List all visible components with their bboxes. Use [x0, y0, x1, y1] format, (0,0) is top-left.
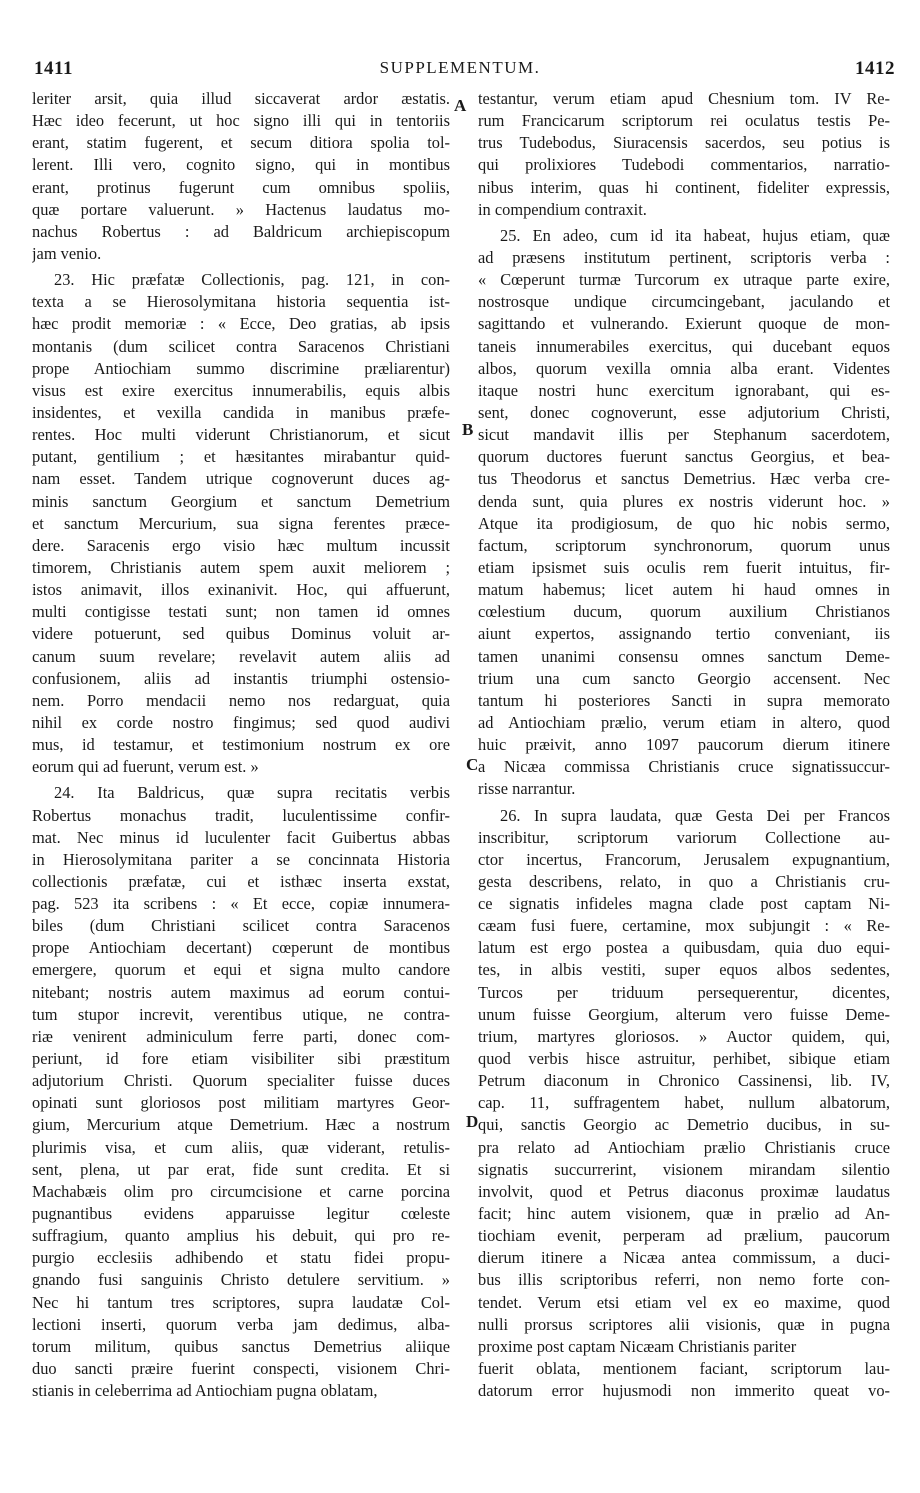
text-line: cap. 11, suffragentem habet, nullum albatorum, — [478, 1093, 890, 1113]
text-line: cæam fusi fuere, certamine, mox subjungit : « Re- — [478, 916, 890, 936]
text-line: signatis succurrerint, visionem mirandam silentio — [478, 1159, 890, 1179]
text-line: erant, statim fugerent, et secum ditiora spolia tol- — [32, 133, 450, 153]
text-line: nihil ex corde nostro fingimus; sed quod audivi — [32, 712, 450, 732]
text-line: quorum ductores fuerunt sanctus Georgius, et bea- — [478, 447, 890, 467]
text-line: nachus Robertus : ad Baldricum archiepiscopum — [32, 221, 450, 241]
text-line: nitebant; nostris autem maximus ad eorum contui- — [32, 982, 450, 1002]
text-line: periunt, id fore etiam visibiliter sibi præstitum — [32, 1049, 450, 1069]
text-line: lerent. Illi vero, cognito signo, qui in montibus — [32, 155, 450, 175]
running-title: SUPPLEMENTUM. — [379, 58, 541, 77]
margin-letter-a: A — [454, 96, 467, 115]
text-line: videre potuerunt, sed quibus Dominus voluit ar- — [32, 624, 450, 644]
text-line: fuerit oblata, mentionem faciant, scriptorum lau- — [478, 1359, 890, 1379]
text-line: canum suum revelare; revelavit autem aliis ad — [32, 646, 450, 666]
text-line: rentes. Hoc multi viderunt Christianorum, et sicut — [32, 425, 450, 445]
text-line: tes, in albis vestiti, super equos albos sedentes, — [478, 960, 890, 980]
text-line: Turcos per triduum persequerentur, dicentes, — [478, 982, 890, 1002]
text-line: istos animavit, illos exinanivit. Hoc, qui affuerunt, — [32, 580, 450, 600]
text-line: texta a se Hierosolymitana historia sequentia ist- — [32, 292, 450, 312]
text-line: etiam ipsismet suis oculis rem fuerit intuitus, fir- — [478, 557, 890, 577]
text-line: inscribitur, scriptorum variorum Collectione au- — [478, 827, 890, 847]
text-line: pag. 523 ita scribens : « Et ecce, copiæ innumera- — [32, 894, 450, 914]
text-line: a Nicæa commissa Christianis cruce signatissuccur- — [478, 757, 890, 777]
text-line: leriter arsit, quia illud siccaverat ardor æstatis. — [32, 89, 450, 108]
text-line: purgio ecclesiis adhibendo et statu fidei propu- — [32, 1248, 450, 1268]
text-line: trium, martyres gloriosos. » Auctor quidem, qui, — [478, 1026, 890, 1046]
right-page-number: 1412 — [855, 58, 895, 79]
text-line: rum Francicarum scriptorum rei oculatus testis Pe- — [478, 111, 890, 131]
text-line: trus Tudebodus, Siuracensis sacerdos, seu potius is — [478, 133, 890, 153]
text-line: denda sunt, quia plures ex nostris viderunt hoc. » — [478, 491, 890, 511]
text-line: taneis innumerabiles exercitus, qui ducebant equos — [478, 336, 890, 356]
text-line: Nec hi tantum tres scriptores, supra laudatæ Col- — [32, 1292, 450, 1312]
text-line: plurimis visa, et cum aliis, quæ viderant, retulis- — [32, 1137, 450, 1157]
text-line: albos, quorum vexilla omnia alba erant. Videntes — [478, 358, 890, 378]
text-line: itaque nostri hunc exercitum ignorabant, qui es- — [478, 380, 890, 400]
left-text-column — [32, 88, 450, 1402]
text-line: quod verbis hisce astruitur, perhibet, sibique etiam — [478, 1049, 890, 1069]
text-line: tamen unanimi consensu omnes sanctum Deme- — [478, 646, 890, 666]
text-line: 26. In supra laudata, quæ Gesta Dei per Francos — [500, 805, 890, 825]
text-line: tendet. Verum etsi etiam vel ex eo maxime, quod — [478, 1292, 890, 1312]
text-line: lectioni inserti, quorum verba jam dedimus, alba- — [32, 1314, 450, 1334]
margin-letter-b: B — [462, 420, 474, 439]
text-line: dierum itinere a Nicæa antea commissum, a duci- — [478, 1248, 890, 1268]
text-line: cœlestium ducum, quorum auxilium Christianos — [478, 602, 890, 622]
text-line: tiochiam evenit, perperam ad prælium, paucorum — [478, 1226, 890, 1246]
text-line: timorem, Christianis autem spem auxit meliorem ; — [32, 557, 450, 577]
text-line: Petrum diaconum in Chronico Cassinensi, lib. IV, — [478, 1071, 890, 1091]
text-line: gium, Mercurium atque Demetrium. Hæc a nostrum — [32, 1115, 450, 1135]
text-line: 23. Hic præfatæ Collectionis, pag. 121, in con- — [54, 270, 450, 290]
text-line: Atque ita prodigiosum, de quo hic nobis sermo, — [478, 513, 890, 533]
text-line: eorum qui ad fuerunt, verum est. » — [32, 757, 259, 777]
text-line: tum stupor increvit, verentibus utique, ne contra- — [32, 1004, 450, 1024]
text-line: in compendium contraxit. — [478, 199, 647, 219]
text-line: sicut mandavit illis per Stephanum sacerdotem, — [478, 425, 890, 445]
text-line: Robertus monachus tradit, luculentissime confir- — [32, 805, 450, 825]
text-line: sagittando et vulnerando. Exierunt quoque de mon- — [478, 314, 890, 334]
text-line: sent, plena, ut par erat, fide sunt credita. Et si — [32, 1159, 450, 1179]
text-line: ad Antiochiam prælio, verum etiam in altero, quod — [478, 712, 890, 732]
text-line: nostrosque undique circumcingebant, jaculando et — [478, 292, 890, 312]
text-line: latum est ergo postea a quibusdam, quia duo equi- — [478, 938, 890, 958]
text-line: unum fuisse Georgium, alterum vero fuisse Deme- — [478, 1004, 890, 1024]
text-line: involvit, quod et Petrus diaconus proximæ laudatus — [478, 1181, 890, 1201]
right-text-column — [478, 88, 890, 1402]
text-line: gesta describens, relato, in quo a Christianis cru- — [478, 871, 890, 891]
text-line: ctor incertus, Francorum, Jerusalem expugnantium, — [478, 849, 890, 869]
text-line: Machabæis olim pro circumcisione et carne porcina — [32, 1181, 450, 1201]
text-line: tus Theodorus et sanctus Demetrius. Hæc verba cre- — [478, 469, 890, 489]
text-line: tantum hi posteriores Sancti in supra memorato — [478, 690, 890, 710]
text-line: putant, gentilium ; et hæsitantes mirabantur quid- — [32, 447, 450, 467]
text-line: stianis in celeberrima ad Antiochiam pugna oblatam, — [32, 1381, 378, 1401]
margin-letter-d: D — [466, 1112, 479, 1131]
text-line: sent, donec cognoverunt, esse adjutorium Christi, — [478, 402, 890, 422]
text-line: insidentes, et vexilla candida in manibus præfe- — [32, 402, 450, 422]
text-line: torum militum, quibus sanctus Demetrius aliique — [32, 1336, 450, 1356]
text-line: mus, id testamur, et testimonium nostrum ex ore — [32, 735, 450, 755]
text-line: datorum error hujusmodi non immerito queat vo- — [478, 1381, 890, 1401]
text-line: gnando fusi sanguinis Christo detulere servitium. » — [32, 1270, 450, 1290]
text-line: dere. Saracenis ergo visio hæc multum incussit — [32, 535, 450, 555]
text-line: prope Antiochiam decertant) cœperunt de montibus — [32, 938, 450, 958]
text-line: minis sanctum Georgium et sanctum Demetrium — [32, 491, 450, 511]
text-line: collectionis præfatæ, cui et isthæc inserta exstat, — [32, 871, 450, 891]
text-line: hæc prodit memoriæ : « Ecce, Deo gratias, ab ipsis — [32, 314, 450, 334]
text-line: riæ venirent adminiculum ferre parti, donec com- — [32, 1026, 450, 1046]
left-page-number: 1411 — [34, 58, 73, 79]
text-line: qui, sanctis Georgio ac Demetrio ducibus, in su- — [478, 1115, 890, 1135]
text-line: nam esset. Tandem utrique cognoverunt duces ag- — [32, 469, 450, 489]
text-line: nulli prorsus scriptores alii visionis, quæ in pugna — [478, 1314, 890, 1334]
text-line: trium una cum sancto Georgio accensent. Nec — [478, 668, 890, 688]
text-line: erant, protinus fugerunt cum omnibus spoliis, — [32, 177, 450, 197]
text-line: suffragium, quanto amplius his debuit, qui pro re- — [32, 1226, 450, 1246]
text-line: aiunt expertos, assignando tertio conveniant, iis — [478, 624, 890, 644]
text-line: nem. Porro mendacii nemo nos redarguat, quia — [32, 690, 450, 710]
text-line: testantur, verum etiam apud Chesnium tom. IV Re- — [478, 89, 890, 108]
text-line: pra relato ad Antiochiam prælio Christianis cruce — [478, 1137, 890, 1157]
text-line: biles (dum Christiani scilicet contra Saracenos — [32, 916, 450, 936]
text-line: multi contigisse testati sunt; non tamen id omnes — [32, 602, 450, 622]
text-line: huic præivit, anno 1097 paucorum dierum itinere — [478, 735, 890, 755]
text-line: prope Antiochiam summo discrimine præliarentur) — [32, 358, 450, 378]
text-line: jam venio. — [32, 243, 102, 263]
text-line: qui prolixiores Tudebodi commentarios, narratio- — [478, 155, 890, 175]
text-line: 24. Ita Baldricus, quæ supra recitatis verbis — [54, 783, 450, 803]
text-line: factum, scriptorum synchronorum, quorum unus — [478, 535, 890, 555]
text-line: risse narrantur. — [478, 779, 576, 799]
text-line: adjutorium Christi. Quorum specialiter fuisse duces — [32, 1071, 450, 1091]
text-line: quæ portare valuerunt. » Hactenus laudatus mo- — [32, 199, 450, 219]
text-line: pugnantibus evidens apparuisse legitur cœleste — [32, 1204, 450, 1224]
text-line: 25. En adeo, cum id ita habeat, hujus etiam, quæ — [500, 225, 890, 245]
text-line: et sanctum Mercurium, sua signa ferentes præce- — [32, 513, 450, 533]
text-line: emergere, quorum et equi et signa multo candore — [32, 960, 450, 980]
text-line: in Hierosolymitana pariter a se concinnata Historia — [32, 849, 450, 869]
text-line: ad præsens institutum pertinent, scriptoris verba : — [478, 247, 890, 267]
text-line: duo sancti præire fuerint conspecti, visionem Chri- — [32, 1359, 450, 1379]
text-line: ce signatis infideles magna clade post captam Ni- — [478, 894, 890, 914]
text-line: confusionem, aliis ad instantis triumphi ostensio- — [32, 668, 450, 688]
text-line: opinati sunt gloriosos post militiam martyres Geor- — [32, 1093, 450, 1113]
text-line: matum habemus; licet autem hi haud omnes in — [478, 580, 890, 600]
margin-letter-c: C — [466, 755, 479, 774]
text-line: montanis (dum scilicet contra Saracenos Christiani — [32, 336, 450, 356]
text-line: nibus interim, quas hi continent, fideliter expressis, — [478, 177, 890, 197]
text-line: visus est exire exercitus innumerabilis, equis albis — [32, 380, 450, 400]
text-line: Hæc ideo fecerunt, ut hoc signo illi qui in tentoriis — [32, 111, 450, 131]
text-line: proxime post captam Nicæam Christianis pariter — [478, 1336, 797, 1356]
text-line: facit; hinc autem visionem, quæ in prælio ad An- — [478, 1204, 890, 1224]
text-line: mat. Nec minus id luculenter facit Guibertus abbas — [32, 827, 450, 847]
text-line: bus illis scriptoribus referri, non nemo forte con- — [478, 1270, 890, 1290]
text-line: « Cœperunt turmæ Turcorum ex utraque parte exire, — [478, 270, 890, 290]
